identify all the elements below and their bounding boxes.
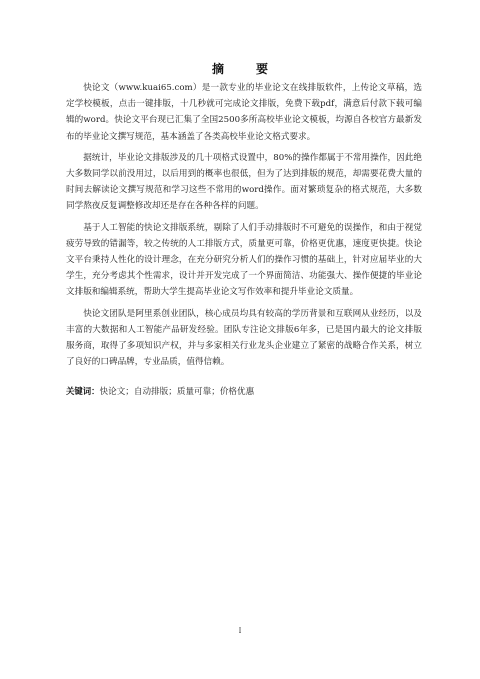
keywords-label: 关键词： [66, 386, 100, 397]
page-number: I [238, 627, 242, 635]
keywords-line [66, 383, 422, 400]
abstract-paragraph: 快论文团队是阿里系创业团队，核心成员均具有较高的学历背景和互联网从业经历，以及丰富的大数据和人工智能产品研发经验。团队专注论文排版6年多，已是国内最大的论文排版服务商，取得了多项知识产权，并与多家相关行业龙头企业建立了紧密的战略合作关系，树立了良好的口碑品牌，专业品质，值得信赖。 [66, 308, 422, 368]
keywords-text: 快论文；自动排版；质量可靠；价格优惠 [99, 387, 255, 398]
abstract-paragraph: 据统计，毕业论文排版涉及的几十项格式设置中，80%的操作都属于不常用操作，因此绝大多数同学以前没用过，以后用到的概率也很低，但为了达到排版的规范，却需要花费大量的时间去解读论文撰写规范和学习这些不常用的word操作。面对繁琐复杂的格式规范，大多数同学熬夜反复调整修改却还是存在各种各样的问题。 [66, 152, 422, 212]
abstract-paragraph: 快论文（www.kuai65.com）是一款专业的毕业论文在线排版软件，上传论文草稿，选定学校模板，点击一键排版，十几秒就可完成论文排版，免费下载pdf，满意后付款下载可编辑的word。快论文平台现已汇集了全国2500多所高校毕业论文模板，均源自各校官方最新发布的毕业论文撰写规范，基本涵盖了各类高校毕业论文格式要求。 [66, 83, 422, 142]
abstract-title: 摘 要 [211, 62, 278, 76]
abstract-paragraph: 基于人工智能的快论文排版系统，剔除了人们手动排版时不可避免的误操作，和由于视觉疲劳导致的错漏等，较之传统的人工排版方式，质量更可靠，价格更优惠，速度更快捷。快论文平台秉持人性化的设计理念，在充分研究分析人们的操作习惯的基础上，针对应届毕业的大学生，充分考虑其个性需求，设计并开发完成了一个界面简洁、功能强大、操作便捷的毕业论文排版和编辑系统，帮助大学生提高毕业论文写作效率和提升毕业论文质量。 [66, 222, 422, 298]
abstract-body [66, 80, 422, 400]
